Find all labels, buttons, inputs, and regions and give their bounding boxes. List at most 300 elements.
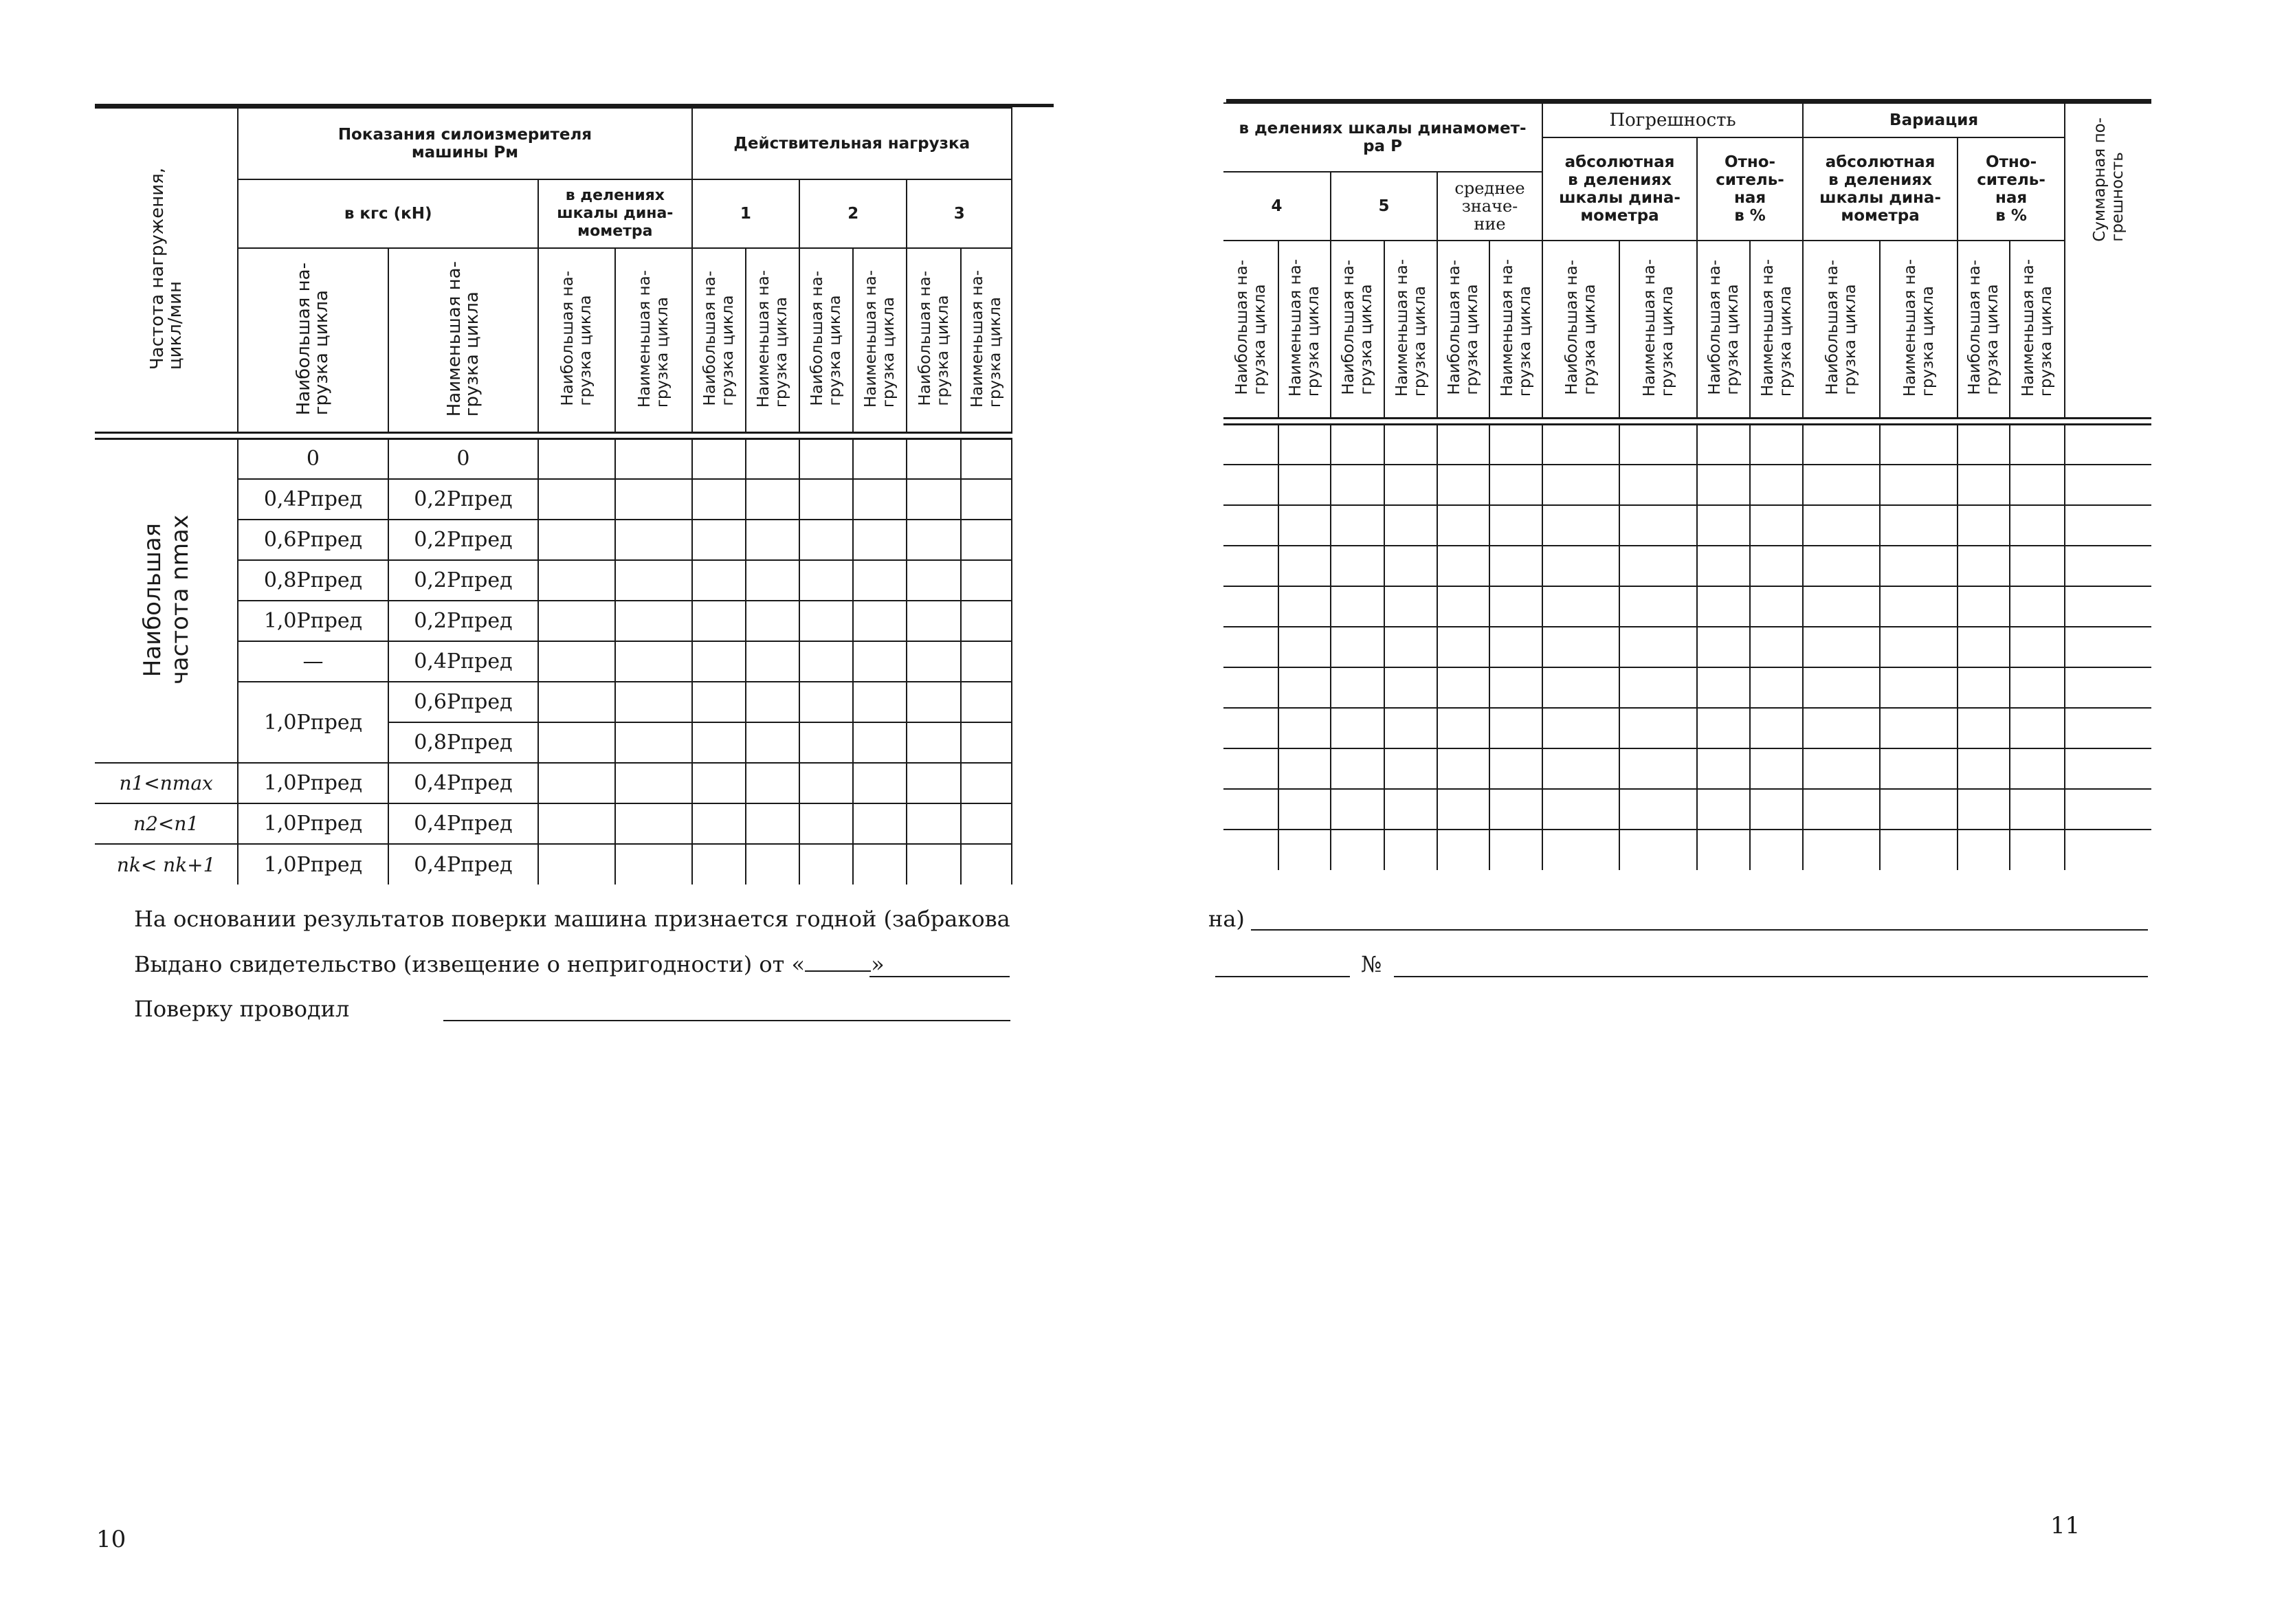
entry-cell[interactable] (2065, 627, 2151, 667)
entry-cell[interactable] (1958, 748, 2010, 789)
load-3-label: 3 (953, 205, 965, 223)
entry-cell[interactable] (961, 520, 1012, 560)
entry-cell[interactable] (799, 763, 853, 803)
entry-cell[interactable] (1880, 708, 1958, 748)
entry-cell[interactable] (538, 682, 615, 722)
entry-cell[interactable] (1958, 667, 2010, 708)
entry-cell[interactable] (1880, 546, 1958, 586)
entry-cell[interactable] (1489, 505, 1542, 546)
entry-cell[interactable] (1384, 708, 1437, 748)
entry-cell[interactable] (692, 682, 746, 722)
entry-cell[interactable] (746, 844, 799, 885)
entry-cell[interactable] (1331, 586, 1384, 627)
entry-cell[interactable] (961, 803, 1012, 844)
entry-cell[interactable] (1619, 748, 1697, 789)
col-min-div (615, 248, 692, 432)
entry-cell[interactable] (1619, 546, 1697, 586)
entry-cell[interactable] (853, 844, 907, 885)
entry-cell[interactable] (1542, 830, 1619, 870)
entry-cell[interactable] (746, 763, 799, 803)
machine-readings-label: Показания силоизмерителя машины Pм (337, 126, 592, 162)
entry-cell[interactable] (1880, 424, 1958, 465)
entry-cell[interactable] (1958, 546, 2010, 586)
entry-cell[interactable] (692, 520, 746, 560)
entry-cell[interactable] (2065, 424, 2151, 465)
entry-cell[interactable] (1958, 830, 2010, 870)
entry-cell[interactable] (1803, 667, 1880, 708)
entry-cell[interactable] (746, 803, 799, 844)
entry-cell[interactable] (961, 438, 1012, 479)
entry-cell[interactable] (1384, 465, 1437, 505)
col-max-var-rel-label: Наибольшая на- грузка цикла (1966, 260, 2002, 396)
entry-cell[interactable] (907, 763, 960, 803)
entry-cell[interactable] (907, 844, 960, 885)
entry-cell[interactable] (1750, 708, 1803, 748)
entry-cell[interactable] (1750, 424, 1803, 465)
entry-cell[interactable] (1697, 586, 1750, 627)
entry-cell[interactable] (1437, 505, 1489, 546)
table-row (1223, 465, 2151, 505)
entry-cell[interactable] (2010, 505, 2065, 546)
entry-cell[interactable] (2065, 465, 2151, 505)
table-row (95, 682, 1054, 722)
entry-cell[interactable] (1619, 789, 1697, 830)
certificate-month-blank[interactable] (869, 976, 1010, 977)
entry-cell[interactable] (1437, 830, 1489, 870)
entry-cell[interactable] (799, 803, 853, 844)
entry-cell[interactable] (1619, 586, 1697, 627)
entry-cell[interactable] (1542, 505, 1619, 546)
table-row (1223, 424, 2151, 465)
entry-cell[interactable] (1542, 708, 1619, 748)
entry-cell[interactable] (746, 722, 799, 763)
table-row (95, 844, 1054, 885)
entry-cell[interactable] (1331, 546, 1384, 586)
entry-cell[interactable] (1803, 546, 1880, 586)
entry-cell[interactable] (1278, 748, 1331, 789)
entry-cell[interactable] (1384, 748, 1437, 789)
entry-cell[interactable] (961, 844, 1012, 885)
entry-cell[interactable] (1803, 424, 1880, 465)
p-max-cell: 0,8Pпред (238, 560, 388, 601)
entry-cell[interactable] (799, 560, 853, 601)
entry-cell[interactable] (1697, 748, 1750, 789)
p-max-cell: 1,0Pпред (238, 844, 388, 885)
entry-cell[interactable] (1750, 667, 1803, 708)
entry-cell[interactable] (1437, 546, 1489, 586)
entry-cell[interactable] (907, 601, 960, 641)
error-rel-label: Отно- ситель- ная в % (1716, 153, 1784, 225)
entry-cell[interactable] (1223, 505, 1278, 546)
entry-cell[interactable] (1750, 748, 1803, 789)
entry-cell[interactable] (1803, 586, 1880, 627)
entry-cell[interactable] (1223, 424, 1278, 465)
entry-cell[interactable] (1223, 546, 1278, 586)
entry-cell[interactable] (1803, 830, 1880, 870)
entry-cell[interactable] (907, 803, 960, 844)
entry-cell[interactable] (1803, 789, 1880, 830)
entry-cell[interactable] (1880, 748, 1958, 789)
entry-cell[interactable] (1958, 586, 2010, 627)
certificate-year-blank[interactable] (1215, 976, 1350, 977)
entry-cell[interactable] (1697, 465, 1750, 505)
entry-cell[interactable] (1880, 505, 1958, 546)
entry-cell[interactable] (538, 763, 615, 803)
entry-cell[interactable] (1331, 708, 1384, 748)
entry-cell[interactable] (1437, 708, 1489, 748)
entry-cell[interactable] (1278, 667, 1331, 708)
entry-cell[interactable] (1437, 748, 1489, 789)
entry-cell[interactable] (1697, 667, 1750, 708)
entry-cell[interactable] (961, 641, 1012, 682)
entry-cell[interactable] (1437, 586, 1489, 627)
entry-cell[interactable] (1542, 424, 1619, 465)
entry-cell[interactable] (799, 520, 853, 560)
entry-cell[interactable] (1223, 586, 1278, 627)
entry-cell[interactable] (1542, 546, 1619, 586)
entry-cell[interactable] (1803, 465, 1880, 505)
table-row (1223, 830, 2151, 870)
entry-cell[interactable] (1278, 830, 1331, 870)
entry-cell[interactable] (1958, 424, 2010, 465)
entry-cell[interactable] (538, 438, 615, 479)
p-min-cell: 0,2Pпред (388, 560, 538, 601)
entry-cell[interactable] (615, 479, 692, 520)
entry-cell[interactable] (2010, 546, 2065, 586)
entry-cell[interactable] (615, 560, 692, 601)
entry-cell[interactable] (1489, 708, 1542, 748)
entry-cell[interactable] (1489, 627, 1542, 667)
entry-cell[interactable] (615, 438, 692, 479)
entry-cell[interactable] (2065, 708, 2151, 748)
entry-cell[interactable] (1619, 505, 1697, 546)
load-1-header (692, 179, 799, 248)
entry-cell[interactable] (853, 438, 907, 479)
entry-cell[interactable] (799, 479, 853, 520)
entry-cell[interactable] (961, 763, 1012, 803)
entry-cell[interactable] (2010, 465, 2065, 505)
entry-cell[interactable] (799, 641, 853, 682)
entry-cell[interactable] (615, 520, 692, 560)
entry-cell[interactable] (907, 560, 960, 601)
entry-cell[interactable] (1223, 627, 1278, 667)
entry-cell[interactable] (799, 682, 853, 722)
entry-cell[interactable] (853, 763, 907, 803)
entry-cell[interactable] (1803, 627, 1880, 667)
entry-cell[interactable] (1278, 465, 1331, 505)
col-max-1 (692, 248, 746, 432)
entry-cell[interactable] (1542, 789, 1619, 830)
entry-cell[interactable] (1880, 627, 1958, 667)
entry-cell[interactable] (1880, 789, 1958, 830)
entry-cell[interactable] (1384, 789, 1437, 830)
entry-cell[interactable] (907, 479, 960, 520)
entry-cell[interactable] (2065, 505, 2151, 546)
entry-cell[interactable] (1880, 586, 1958, 627)
entry-cell[interactable] (2065, 789, 2151, 830)
inspector-signature-blank[interactable] (443, 1020, 1010, 1021)
entry-cell[interactable] (1331, 667, 1384, 708)
entry-cell[interactable] (1697, 627, 1750, 667)
entry-cell[interactable] (746, 682, 799, 722)
entry-cell[interactable] (2010, 830, 2065, 870)
entry-cell[interactable] (1331, 465, 1384, 505)
entry-cell[interactable] (2065, 748, 2151, 789)
entry-cell[interactable] (1223, 830, 1278, 870)
entry-cell[interactable] (853, 641, 907, 682)
header-double-rule-right (1223, 418, 2151, 424)
entry-cell[interactable] (853, 803, 907, 844)
p-min-cell: 0,2Pпред (388, 479, 538, 520)
entry-cell[interactable] (1697, 830, 1750, 870)
entry-cell[interactable] (1223, 708, 1278, 748)
entry-cell[interactable] (692, 641, 746, 682)
entry-cell[interactable] (1489, 667, 1542, 708)
entry-cell[interactable] (692, 438, 746, 479)
entry-cell[interactable] (692, 479, 746, 520)
entry-cell[interactable] (746, 438, 799, 479)
conclusion-blank[interactable] (1251, 929, 2148, 931)
entry-cell[interactable] (1803, 708, 1880, 748)
entry-cell[interactable] (692, 763, 746, 803)
header-double-rule (95, 432, 1012, 438)
table-row (95, 520, 1054, 560)
entry-cell[interactable] (961, 722, 1012, 763)
entry-cell[interactable] (1542, 748, 1619, 789)
entry-cell[interactable] (1223, 465, 1278, 505)
entry-cell[interactable] (2065, 830, 2151, 870)
entry-cell[interactable] (1437, 424, 1489, 465)
entry-cell[interactable] (1958, 708, 2010, 748)
col-min-mean (1489, 241, 1542, 418)
col-min-var-rel-label: Наименьшая на- грузка цикла (2019, 258, 2056, 397)
entry-cell[interactable] (1223, 667, 1278, 708)
entry-cell[interactable] (1331, 830, 1384, 870)
entry-cell[interactable] (1803, 505, 1880, 546)
entry-cell[interactable] (1697, 546, 1750, 586)
entry-cell[interactable] (1331, 789, 1384, 830)
entry-cell[interactable] (1489, 586, 1542, 627)
entry-cell[interactable] (692, 844, 746, 885)
entry-cell[interactable] (1619, 667, 1697, 708)
entry-cell[interactable] (853, 722, 907, 763)
entry-cell[interactable] (961, 601, 1012, 641)
entry-cell[interactable] (1803, 748, 1880, 789)
entry-cell[interactable] (692, 722, 746, 763)
entry-cell[interactable] (853, 520, 907, 560)
entry-cell[interactable] (1437, 465, 1489, 505)
col-min-err-abs (1619, 241, 1697, 418)
entry-cell[interactable] (1619, 424, 1697, 465)
entry-cell[interactable] (692, 803, 746, 844)
entry-cell[interactable] (615, 763, 692, 803)
entry-cell[interactable] (2010, 789, 2065, 830)
entry-cell[interactable] (1489, 830, 1542, 870)
p-min-cell: 0,2Pпред (388, 601, 538, 641)
kgs-header (238, 179, 538, 248)
actual-load-label: Действительная нагрузка (733, 135, 971, 153)
entry-cell[interactable] (1384, 586, 1437, 627)
entry-cell[interactable] (1384, 627, 1437, 667)
entry-cell[interactable] (1278, 627, 1331, 667)
entry-cell[interactable] (538, 844, 615, 885)
entry-cell[interactable] (799, 844, 853, 885)
entry-cell[interactable] (2065, 667, 2151, 708)
entry-cell[interactable] (1542, 465, 1619, 505)
entry-cell[interactable] (615, 803, 692, 844)
col-max-var-abs-label: Наибольшая на- грузка цикла (1823, 260, 1860, 396)
entry-cell[interactable] (853, 682, 907, 722)
entry-cell[interactable] (1384, 667, 1437, 708)
entry-cell[interactable] (615, 844, 692, 885)
entry-cell[interactable] (1384, 424, 1437, 465)
machine-readings-header (238, 108, 691, 179)
load-5-label: 5 (1378, 197, 1390, 215)
entry-cell[interactable] (1278, 546, 1331, 586)
p-min-cell: 0,2Pпред (388, 520, 538, 560)
entry-cell[interactable] (1437, 667, 1489, 708)
entry-cell[interactable] (538, 520, 615, 560)
entry-cell[interactable] (746, 560, 799, 601)
entry-cell[interactable] (1697, 789, 1750, 830)
col-min-1-label: Наименьшая на- грузка цикла (754, 269, 790, 408)
entry-cell[interactable] (692, 560, 746, 601)
entry-cell[interactable] (1750, 465, 1803, 505)
certificate-number-blank[interactable] (1394, 976, 2148, 977)
entry-cell[interactable] (1750, 546, 1803, 586)
entry-cell[interactable] (799, 601, 853, 641)
entry-cell[interactable] (1958, 465, 2010, 505)
entry-cell[interactable] (961, 560, 1012, 601)
entry-cell[interactable] (1278, 505, 1331, 546)
entry-cell[interactable] (853, 479, 907, 520)
entry-cell[interactable] (538, 803, 615, 844)
entry-cell[interactable] (1697, 424, 1750, 465)
entry-cell[interactable] (1331, 748, 1384, 789)
table-row (95, 560, 1054, 601)
certificate-day-blank[interactable] (805, 970, 871, 972)
entry-cell[interactable] (1489, 546, 1542, 586)
entry-cell[interactable] (2065, 546, 2151, 586)
entry-cell[interactable] (1958, 505, 2010, 546)
entry-cell[interactable] (1437, 627, 1489, 667)
entry-cell[interactable] (1958, 627, 2010, 667)
entry-cell[interactable] (1223, 748, 1278, 789)
entry-cell[interactable] (907, 641, 960, 682)
col-max-4-label: Наибольшая на- грузка цикла (1232, 260, 1269, 396)
entry-cell[interactable] (853, 601, 907, 641)
entry-cell[interactable] (1542, 586, 1619, 627)
entry-cell[interactable] (907, 722, 960, 763)
entry-cell[interactable] (1880, 667, 1958, 708)
entry-cell[interactable] (1278, 586, 1331, 627)
entry-cell[interactable] (746, 479, 799, 520)
entry-cell[interactable] (1542, 667, 1619, 708)
entry-cell[interactable] (2010, 424, 2065, 465)
entry-cell[interactable] (746, 641, 799, 682)
entry-cell[interactable] (1489, 424, 1542, 465)
entry-cell[interactable] (538, 560, 615, 601)
entry-cell[interactable] (1489, 465, 1542, 505)
entry-cell[interactable] (1958, 789, 2010, 830)
entry-cell[interactable] (907, 682, 960, 722)
entry-cell[interactable] (1331, 627, 1384, 667)
col-min-err-rel (1750, 241, 1803, 418)
entry-cell[interactable] (1880, 830, 1958, 870)
entry-cell[interactable] (615, 601, 692, 641)
load-4-header (1223, 172, 1331, 241)
entry-cell[interactable] (538, 641, 615, 682)
entry-cell[interactable] (2010, 748, 2065, 789)
entry-cell[interactable] (961, 682, 1012, 722)
entry-cell[interactable] (1750, 789, 1803, 830)
entry-cell[interactable] (1278, 789, 1331, 830)
entry-cell[interactable] (1542, 627, 1619, 667)
entry-cell[interactable] (746, 520, 799, 560)
entry-cell[interactable] (799, 438, 853, 479)
entry-cell[interactable] (1489, 789, 1542, 830)
entry-cell[interactable] (1278, 708, 1331, 748)
entry-cell[interactable] (907, 520, 960, 560)
entry-cell[interactable] (615, 682, 692, 722)
entry-cell[interactable] (1750, 586, 1803, 627)
entry-cell[interactable] (1880, 465, 1958, 505)
entry-cell[interactable] (2010, 667, 2065, 708)
entry-cell[interactable] (1750, 830, 1803, 870)
entry-cell[interactable] (1619, 830, 1697, 870)
entry-cell[interactable] (799, 722, 853, 763)
entry-cell[interactable] (961, 479, 1012, 520)
entry-cell[interactable] (2010, 627, 2065, 667)
entry-cell[interactable] (1697, 708, 1750, 748)
frequency-header (95, 108, 238, 432)
frequency-row-label: n2<n1 (95, 803, 238, 844)
mean-header (1437, 172, 1542, 241)
certificate-line (134, 951, 885, 977)
entry-cell[interactable] (1697, 505, 1750, 546)
entry-cell[interactable] (692, 601, 746, 641)
entry-cell[interactable] (1384, 830, 1437, 870)
entry-cell[interactable] (1331, 424, 1384, 465)
entry-cell[interactable] (1750, 505, 1803, 546)
entry-cell[interactable] (615, 641, 692, 682)
entry-cell[interactable] (1750, 627, 1803, 667)
entry-cell[interactable] (538, 601, 615, 641)
col-max-var-abs (1803, 241, 1880, 418)
kgs-label: в кгс (кН) (344, 205, 432, 223)
entry-cell[interactable] (615, 722, 692, 763)
entry-cell[interactable] (2010, 708, 2065, 748)
entry-cell[interactable] (2065, 586, 2151, 627)
entry-cell[interactable] (1384, 505, 1437, 546)
entry-cell[interactable] (1437, 789, 1489, 830)
entry-cell[interactable] (1619, 627, 1697, 667)
entry-cell[interactable] (746, 601, 799, 641)
entry-cell[interactable] (2010, 586, 2065, 627)
entry-cell[interactable] (538, 722, 615, 763)
entry-cell[interactable] (853, 560, 907, 601)
col-max-mean-label: Наибольшая на- грузка цикла (1445, 260, 1481, 396)
entry-cell[interactable] (1489, 748, 1542, 789)
entry-cell[interactable] (1331, 505, 1384, 546)
entry-cell[interactable] (538, 479, 615, 520)
entry-cell[interactable] (1223, 789, 1278, 830)
entry-cell[interactable] (907, 438, 960, 479)
entry-cell[interactable] (1278, 424, 1331, 465)
entry-cell[interactable] (1619, 465, 1697, 505)
entry-cell[interactable] (1384, 546, 1437, 586)
entry-cell[interactable] (1619, 708, 1697, 748)
